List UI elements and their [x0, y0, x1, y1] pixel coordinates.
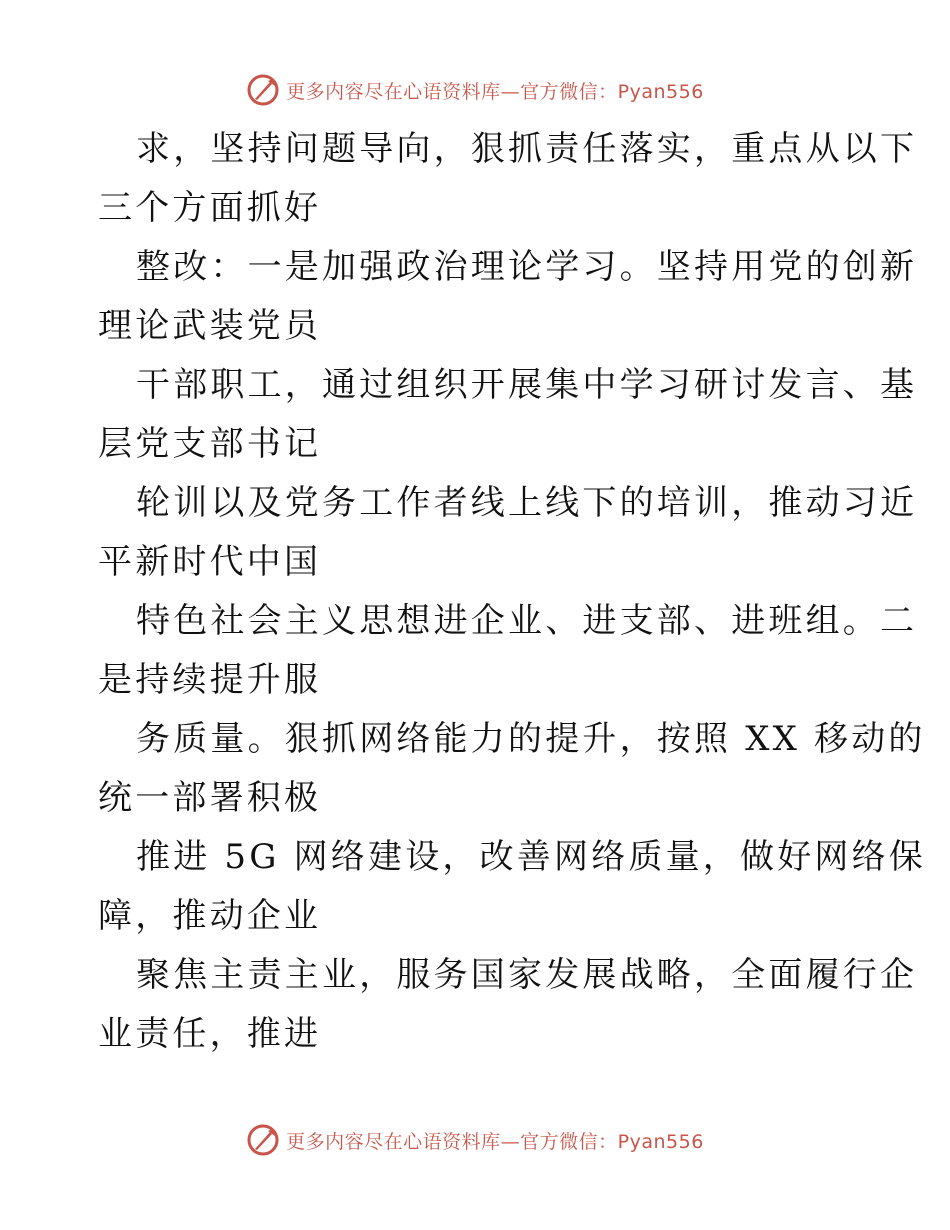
- text-line: 整改：一是加强政治理论学习。坚持用党的创新: [136, 247, 918, 287]
- text-line: 求，坚持问题导向，狠抓责任落实，重点从以下: [136, 129, 918, 169]
- text-line: 务质量。狠抓网络能力的提升，按照 XX 移动的: [136, 719, 926, 759]
- quill-logo-icon: [246, 73, 280, 107]
- text-line: 统一部署积极: [98, 778, 322, 818]
- text-line: 聚焦主责主业，服务国家发展战略，全面履行企: [136, 955, 918, 995]
- footer-watermark: [0, 1120, 950, 1160]
- text-line: 是持续提升服: [98, 660, 322, 700]
- text-line: 业责任，推进: [98, 1014, 322, 1054]
- text-line: 轮训以及党务工作者线上线下的培训，推动习近: [136, 483, 918, 523]
- text-line: 障，推动企业: [98, 896, 322, 936]
- text-line: 干部职工，通过组织开展集中学习研讨发言、基: [136, 365, 918, 405]
- body-text: [98, 120, 927, 1064]
- text-line: 平新时代中国: [98, 542, 322, 582]
- text-line: 特色社会主义思想进企业、进支部、进班组。二: [136, 601, 918, 641]
- header-watermark: [0, 70, 950, 110]
- text-line: 理论武装党员: [98, 306, 322, 346]
- text-line: 三个方面抓好: [98, 188, 322, 228]
- quill-logo-icon: [246, 1123, 280, 1157]
- text-line: 层党支部书记: [98, 424, 322, 464]
- watermark-text: 更多内容尽在心语资料库—官方微信：Pyan556: [286, 80, 704, 103]
- watermark-text: 更多内容尽在心语资料库—官方微信：Pyan556: [286, 1130, 704, 1153]
- text-line: 推进 5G 网络建设，改善网络质量，做好网络保: [136, 837, 927, 877]
